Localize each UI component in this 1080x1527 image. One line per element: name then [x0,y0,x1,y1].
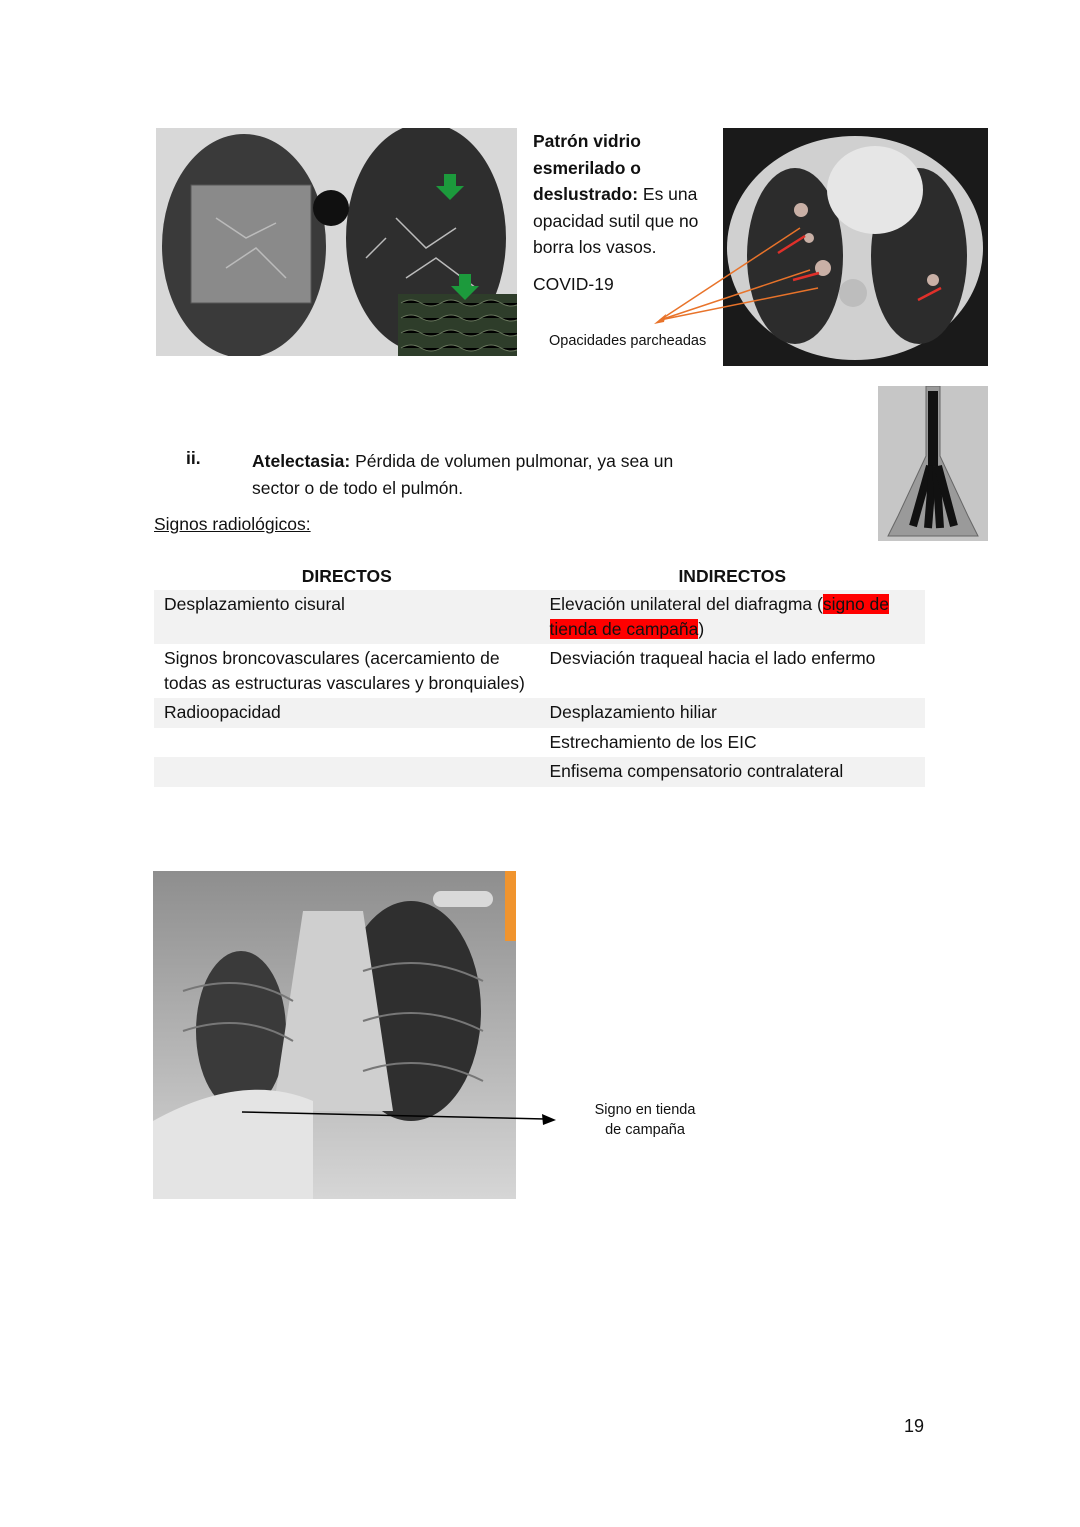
table-row [154,757,925,787]
direct-cell: Signos broncovasculares (acercamiento de todas as estructuras vasculares y bronquiales) [164,648,525,693]
ground-glass-title: Patrón vidrio esmerilado o deslustrado: [533,131,641,204]
tent-sign-label: Signo en tienda de campaña [594,1102,696,1138]
direct-cell: Desplazamiento cisural [154,590,540,644]
atelectasis-title: Atelectasia: [252,451,351,471]
header-indirect: INDIRECTOS [678,565,787,586]
bronchial-stent-image [878,386,988,541]
opacities-pointer-arrow [650,218,820,328]
chest-xray-image [153,871,516,1199]
ground-glass-text: Es una opacidad sutil que no borra los vasos. [533,184,699,257]
page-number: 19 [904,1416,925,1436]
signs-heading: Signos radiológicos: [154,514,311,534]
table-row [154,590,925,644]
table-row [154,698,925,728]
indirect-text: Elevación unilateral del diafragma ( [549,594,823,614]
indirect-text-end: ) [698,618,705,639]
indirect-cell: Estrechamiento de los EIC [549,731,757,752]
tent-sign-arrow [240,1106,560,1128]
direct-cell: Radioopacidad [154,698,540,728]
header-direct: DIRECTOS [301,565,392,586]
ct-ground-glass-image [156,128,517,356]
atelectasis-text: Pérdida de volumen pulmonar, ya sea un sector o de todo el pulmón. [252,451,674,498]
opacities-label: Opacidades parcheadas [549,333,707,349]
atelectasis-definition [252,448,722,502]
radiological-signs-table [154,562,925,787]
indirect-cell: Desplazamiento hiliar [540,698,926,728]
list-number: ii. [186,448,201,468]
table-row [154,728,925,758]
indirect-cell [540,590,926,644]
direct-cell [154,757,540,787]
indirect-cell: Enfisema compensatorio contralateral [540,757,926,787]
table-row [154,644,925,698]
direct-cell [154,728,540,758]
covid-label: COVID-19 [533,274,614,294]
highlighted-text: signo de tienda de campaña [549,594,890,639]
indirect-cell: Desviación traqueal hacia el lado enfermo [549,648,876,668]
